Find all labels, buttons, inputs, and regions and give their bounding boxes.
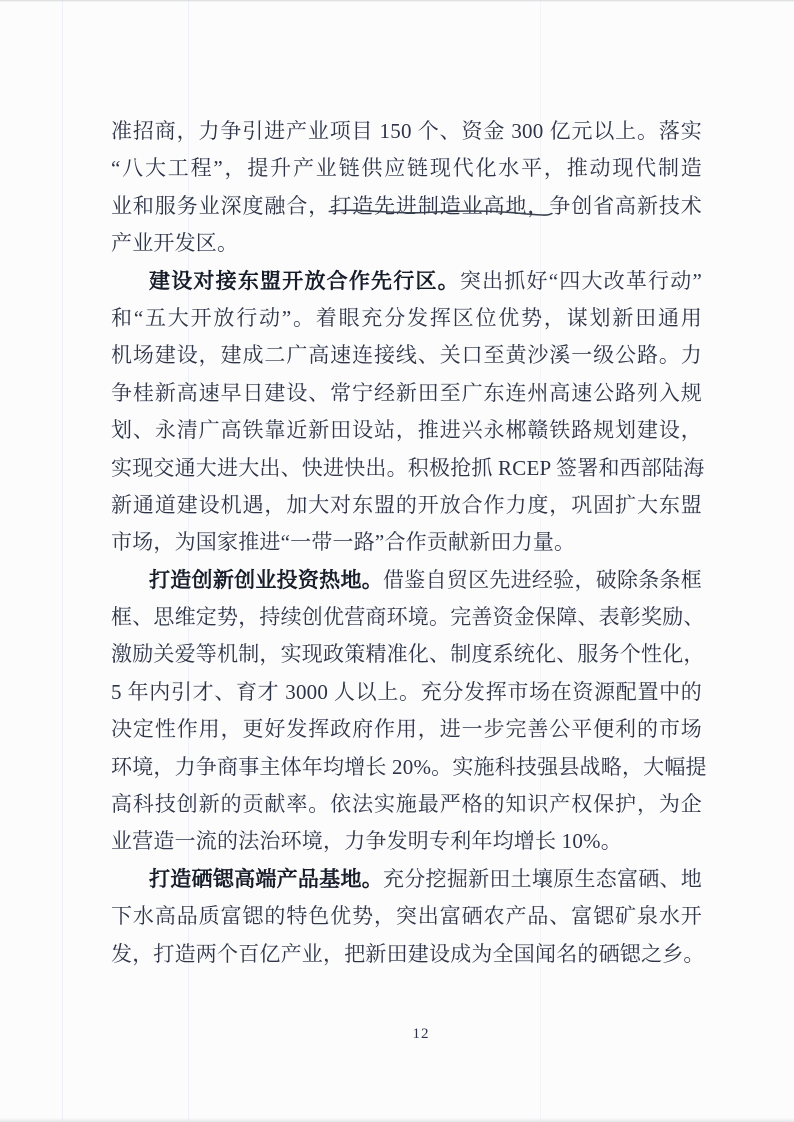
text-line <box>111 861 702 898</box>
text-run: 机场建设，建成二广高速连接线、关口至黄沙溪一级公路。力 <box>111 343 702 368</box>
text-line <box>111 636 705 673</box>
body-text <box>111 113 707 973</box>
text-line <box>111 337 702 374</box>
text-line <box>111 936 705 973</box>
text-run: “八大工程”，提升产业链供应链现代化水平，推动现代制造 <box>111 156 702 181</box>
text-run: 发，打造两个百亿产业，把新田建设成为全国闻名的硒锶之乡。 <box>111 941 705 966</box>
text-line <box>111 188 702 225</box>
text-line <box>111 263 702 300</box>
text-run: 新通道建设机遇，加大对东盟的开放合作力度，巩固扩大东盟 <box>111 492 702 517</box>
text-line <box>111 562 702 599</box>
text-line <box>111 749 707 786</box>
text-line <box>111 113 702 150</box>
paragraph-lead: 打造创新创业投资热地。 <box>149 567 383 592</box>
text-line <box>111 711 702 748</box>
text-line <box>111 450 705 487</box>
text-run: 准招商，力争引进产业项目 150 个、资金 300 亿元以上。落实 <box>111 119 702 143</box>
text-line <box>111 225 702 262</box>
scan-edge-top <box>0 0 794 2</box>
text-line <box>111 786 702 823</box>
text-run: 实现交通大进大出、快进快出。积极抢抓 RCEP 签署和西部陆海 <box>111 455 705 480</box>
text-line <box>111 599 705 636</box>
text-run: 争桂新高速早日建设、常宁经新田至广东连州高速公路列入规 <box>111 380 702 405</box>
text-line <box>111 823 702 860</box>
text-run: 突出抓好“四大改革行动” <box>459 268 702 293</box>
text-run: 业和服务业深度融合， <box>111 193 331 218</box>
text-line <box>111 300 702 337</box>
scan-edge-bottom <box>0 1118 794 1122</box>
page-number: 12 <box>412 1026 430 1042</box>
text-run: 决定性作用，更好发挥政府作用，进一步完善公平便利的市场 <box>111 717 702 742</box>
text-line <box>111 674 702 711</box>
text-run: 借鉴自贸区先进经验，破除条条框 <box>383 567 703 592</box>
text-run: 划、永清广高铁靠近新田设站，推进兴永郴赣铁路规划建设， <box>111 418 702 443</box>
hand-drawn-underline-icon <box>327 206 554 217</box>
text-run: 下水高品质富锶的特色优势，突出富硒农产品、富锶矿泉水开 <box>111 904 702 929</box>
text-run: 市场，为国家推进“一带一路”合作贡献新田力量。 <box>111 530 576 555</box>
text-run: 产业开发区。 <box>111 231 239 256</box>
text-run: 高科技创新的贡献率。依法实施最严格的知识产权保护，为企 <box>111 792 702 817</box>
scan-streak <box>62 0 63 1122</box>
text-line <box>111 150 702 187</box>
underlined-phrase: 打造先进制造业高地， <box>330 194 549 218</box>
text-run: 业营造一流的法治环境，力争发明专利年均增长 10%。 <box>111 829 622 854</box>
paragraph-lead: 打造硒锶高端产品基地。 <box>149 866 383 891</box>
text-run: 充分挖掘新田土壤原生态富硒、地 <box>383 866 703 891</box>
paragraph-lead: 建设对接东盟开放合作先行区。 <box>149 268 460 293</box>
text-run: 环境，力争商事主体年均增长 20%。实施科技强县战略，大幅提 <box>111 754 707 779</box>
text-run: 争创省高新技术 <box>549 193 703 218</box>
text-line <box>111 487 702 524</box>
text-line <box>111 524 702 561</box>
text-run: 和“五大开放行动”。着眼充分发挥区位优势，谋划新田通用 <box>111 305 702 330</box>
text-line <box>111 412 702 449</box>
text-line <box>111 375 702 412</box>
text-line <box>111 898 702 935</box>
text-run: 框、思维定势，持续创优营商环境。完善资金保障、表彰奖励、 <box>111 605 705 630</box>
text-run: 5 年内引才、育才 3000 人以上。充分发挥市场在资源配置中的 <box>111 679 702 704</box>
text-run: 激励关爱等机制，实现政策精准化、制度系统化、服务个性化， <box>111 642 705 667</box>
